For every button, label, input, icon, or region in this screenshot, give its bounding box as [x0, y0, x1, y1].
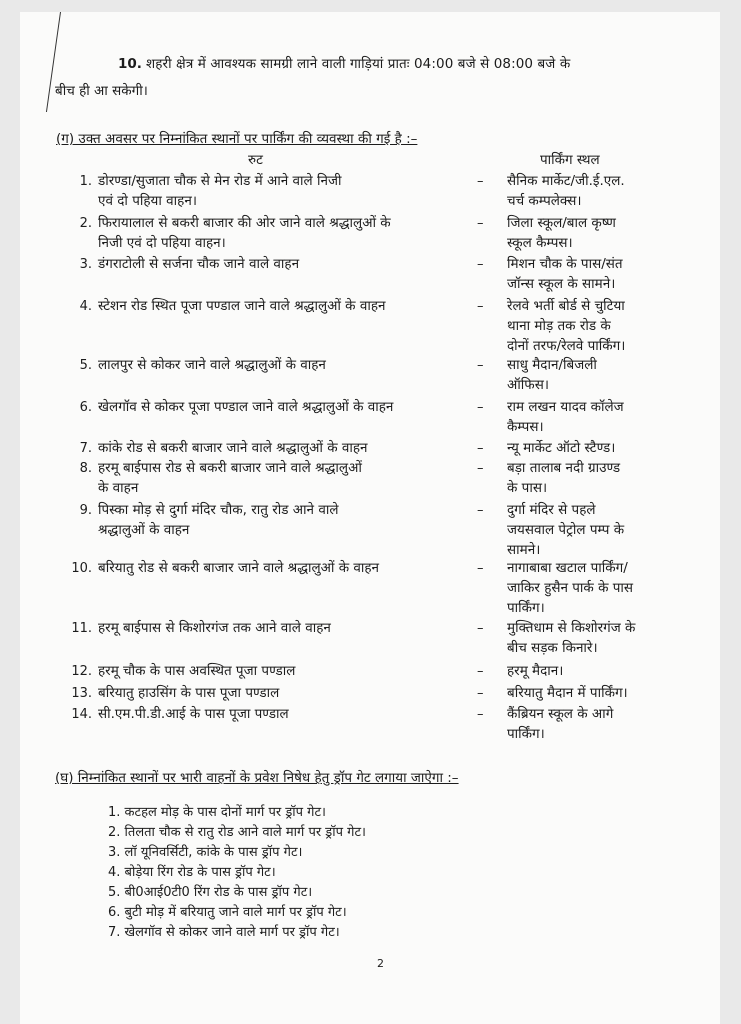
- row-number: 9.: [79, 503, 92, 518]
- route-text: हरमू बाईपास रोड से बकरी बाजार जाने वाले श्रद्धालुओं: [98, 460, 362, 476]
- row-number: 14.: [71, 707, 92, 722]
- route-text: के वाहन: [98, 480, 139, 496]
- parking-text: जयसवाल पेट्रोल पम्प के: [507, 522, 625, 538]
- parking-text: सैनिक मार्केट/जी.ई.एल.: [507, 173, 625, 189]
- row-number: 3.: [79, 257, 92, 272]
- section-g-heading: (ग) उक्त अवसर पर निम्नांकित स्थानों पर पार्किंग की व्यवस्था की गई है :–: [56, 131, 418, 147]
- drop-gate-item: 2. तिलता चौक से रातु रोड आने वाले मार्ग पर ड्रॉप गेट।: [108, 825, 366, 840]
- col-route-header: रुट: [248, 152, 263, 168]
- parking-text: सामने।: [507, 542, 541, 558]
- route-text: बरियातु हाउसिंग के पास पूजा पण्डाल: [98, 685, 280, 701]
- drop-gate-item: 1. कटहल मोड़ के पास दोनों मार्ग पर ड्रॉप गेट।: [108, 805, 326, 820]
- route-text: लालपुर से कोकर जाने वाले श्रद्धालुओं के वाहन: [98, 357, 326, 373]
- parking-text: थाना मोड़ तक रोड के: [507, 318, 611, 334]
- parking-text: दुर्गा मंदिर से पहले: [507, 502, 596, 518]
- row-number: 10.: [71, 561, 92, 576]
- para10-line1: शहरी क्षेत्र में आवश्यक सामग्री लाने वाली गाड़ियां प्रातः 04:00 बजे से 08:00 बजे के: [146, 56, 571, 72]
- parking-text: हरमू मैदान।: [507, 663, 564, 679]
- col-parking-header: पार्किंग स्थल: [540, 152, 600, 168]
- parking-text: के पास।: [507, 480, 548, 496]
- route-text: डोरण्डा/सुजाता चौक से मेन रोड में आने वाले निजी: [98, 173, 342, 189]
- row-dash: –: [477, 400, 484, 415]
- para10-number: 10.: [118, 56, 142, 72]
- parking-text: न्यू मार्केट ऑटो स्टैण्ड।: [507, 440, 616, 456]
- drop-gate-item: 3. लॉ यूनिवर्सिटी, कांके के पास ड्रॉप गेट।: [108, 845, 303, 860]
- route-text: बरियातु रोड से बकरी बाजार जाने वाले श्रद्धालुओं के वाहन: [98, 560, 380, 576]
- row-dash: –: [477, 664, 484, 679]
- row-dash: –: [477, 216, 484, 231]
- route-text: खेलगॉव से कोकर पूजा पण्डाल जाने वाले श्रद्धालुओं के वाहन: [98, 399, 394, 415]
- row-dash: –: [477, 621, 484, 636]
- parking-text: कैंब्रियन स्कूल के आगे: [507, 706, 614, 722]
- parking-text: पार्किंग।: [507, 600, 545, 616]
- row-dash: –: [477, 358, 484, 373]
- row-number: 12.: [71, 664, 92, 679]
- parking-text: मिशन चौक के पास/संत: [507, 256, 623, 272]
- section-gh-heading: (घ) निम्नांकित स्थानों पर भारी वाहनों के प्रवेश निषेध हेतु ड्रॉप गेट लगाया जाऐगा :–: [55, 770, 459, 786]
- row-number: 2.: [79, 216, 92, 231]
- parking-text: जॉन्स स्कूल के सामने।: [507, 276, 616, 292]
- row-number: 1.: [79, 174, 92, 189]
- parking-text: ऑफिस।: [507, 377, 549, 393]
- parking-text: दोनों तरफ/रेलवे पार्किंग।: [507, 338, 626, 354]
- parking-text: मुक्तिधाम से किशोरगंज के: [507, 620, 636, 636]
- parking-text: नागाबाबा खटाल पार्किंग/: [507, 560, 628, 576]
- row-dash: –: [477, 174, 484, 189]
- parking-text: बड़ा तालाब नदी ग्राउण्ड: [507, 460, 621, 476]
- parking-text: रेलवे भर्ती बोर्ड से चुटिया: [507, 298, 625, 314]
- route-text: कांके रोड से बकरी बाजार जाने वाले श्रद्धालुओं के वाहन: [98, 440, 368, 456]
- parking-text: जिला स्कूल/बाल कृष्ण: [507, 215, 616, 231]
- route-text: हरमू चौक के पास अवस्थित पूजा पण्डाल: [98, 663, 296, 679]
- para10-line2: बीच ही आ सकेगी।: [55, 83, 148, 99]
- row-dash: –: [477, 461, 484, 476]
- row-number: 6.: [79, 400, 92, 415]
- parking-text: कैम्पस।: [507, 419, 544, 435]
- route-text: डंगराटोली से सर्जना चौक जाने वाले वाहन: [98, 256, 300, 272]
- drop-gate-item: 6. बुटी मोड़ में बरियातु जाने वाले मार्ग पर ड्रॉप गेट।: [108, 905, 347, 920]
- row-dash: –: [477, 503, 484, 518]
- row-dash: –: [477, 257, 484, 272]
- row-dash: –: [477, 299, 484, 314]
- route-text: हरमू बाईपास से किशोरगंज तक आने वाले वाहन: [98, 620, 331, 636]
- parking-text: बीच सड़क किनारे।: [507, 640, 598, 656]
- row-number: 13.: [71, 686, 92, 701]
- parking-text: बरियातु मैदान में पार्किंग।: [507, 685, 628, 701]
- parking-text: साधु मैदान/बिजली: [507, 357, 597, 373]
- drop-gate-item: 4. बोड़ेया रिंग रोड के पास ड्रॉप गेट।: [108, 865, 276, 880]
- row-number: 5.: [79, 358, 92, 373]
- row-number: 7.: [79, 441, 92, 456]
- row-dash: –: [477, 441, 484, 456]
- row-dash: –: [477, 686, 484, 701]
- parking-text: राम लखन यादव कॉलेज: [507, 399, 624, 415]
- route-text: एवं दो पहिया वाहन।: [98, 193, 197, 209]
- row-dash: –: [477, 707, 484, 722]
- parking-text: चर्च कम्पलेक्स।: [507, 193, 582, 209]
- route-text: स्टेशन रोड स्थित पूजा पण्डाल जाने वाले श्रद्धालुओं के वाहन: [98, 298, 386, 314]
- drop-gate-item: 7. खेलगॉव से कोकर जाने वाले मार्ग पर ड्रॉप गेट।: [108, 925, 340, 940]
- page-number: 2: [377, 957, 384, 970]
- document-page: [20, 12, 720, 1024]
- drop-gate-item: 5. बी0आई0टी0 रिंग रोड के पास ड्रॉप गेट।: [108, 885, 313, 900]
- parking-text: जाकिर हुसैन पार्क के पास: [507, 580, 634, 596]
- route-text: पिस्का मोड़ से दुर्गा मंदिर चौक, रातु रोड आने वाले: [98, 502, 339, 518]
- row-number: 4.: [79, 299, 92, 314]
- route-text: सी.एम.पी.डी.आई के पास पूजा पण्डाल: [98, 706, 289, 722]
- row-dash: –: [477, 561, 484, 576]
- row-number: 11.: [71, 621, 92, 636]
- row-number: 8.: [79, 461, 92, 476]
- parking-text: पार्किंग।: [507, 726, 545, 742]
- route-text: फिरायालाल से बकरी बाजार की ओर जाने वाले श्रद्धालुओं के: [98, 215, 391, 231]
- route-text: निजी एवं दो पहिया वाहन।: [98, 235, 226, 251]
- parking-text: स्कूल कैम्पस।: [507, 235, 573, 251]
- route-text: श्रद्धालुओं के वाहन: [98, 522, 190, 538]
